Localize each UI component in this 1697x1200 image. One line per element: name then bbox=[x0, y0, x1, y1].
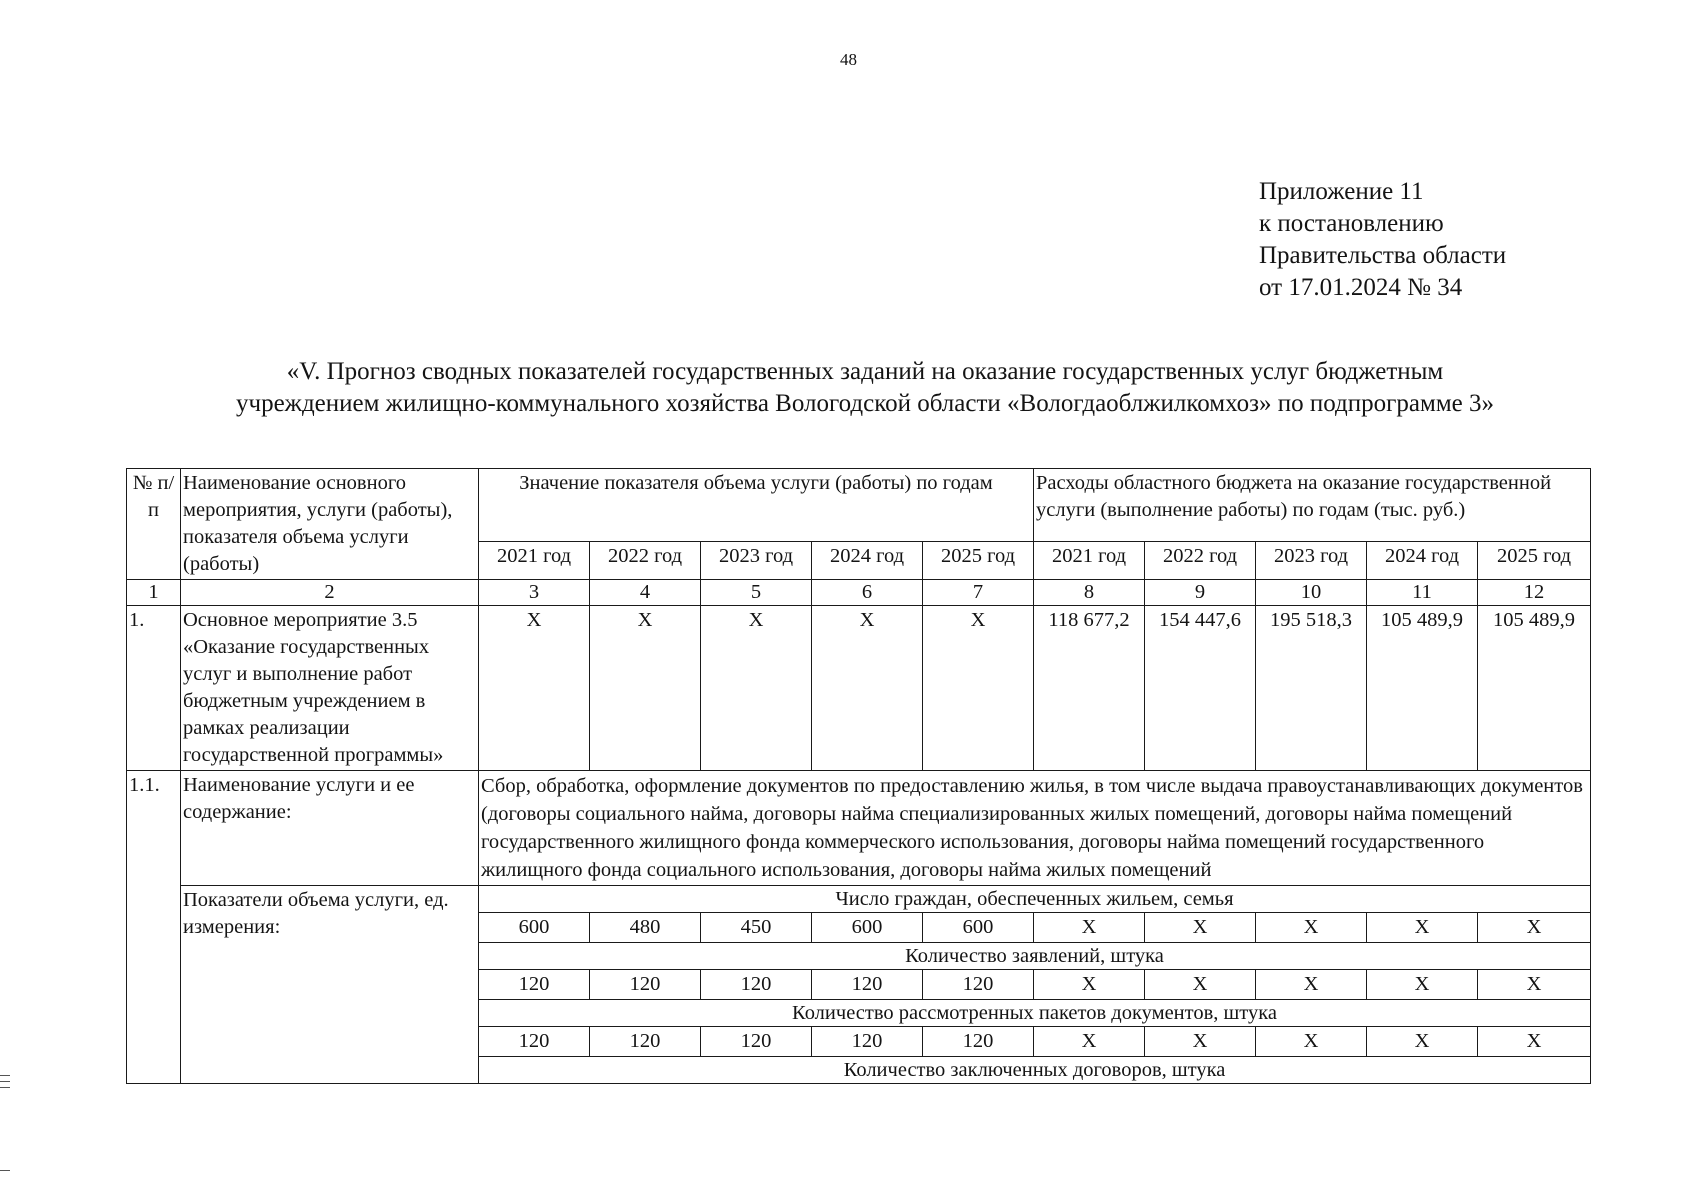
row-num: 1.1. bbox=[127, 771, 181, 1084]
volume-value: X bbox=[923, 606, 1034, 771]
appendix-line-2: к постановлению bbox=[1259, 210, 1444, 237]
year-cell: 2021 год bbox=[479, 541, 590, 579]
column-number: 8 bbox=[1034, 580, 1145, 606]
indicator-title-row bbox=[127, 886, 1591, 913]
expense-value: 154 447,6 bbox=[1145, 606, 1256, 771]
header-expense-group: Расходы областного бюджета на оказание государственной услуги (выполнение работы) по годам (тыс. руб.) bbox=[1034, 469, 1591, 542]
expense-value: 105 489,9 bbox=[1367, 606, 1478, 771]
column-number: 11 bbox=[1367, 580, 1478, 606]
indicator-value: X bbox=[1145, 1027, 1256, 1057]
header-name: Наименование основного мероприятия, услуги (работы), показателя объема услуги (работы) bbox=[181, 469, 479, 580]
volume-value: X bbox=[701, 606, 812, 771]
appendix-line-1: Приложение 11 bbox=[1259, 178, 1424, 205]
column-number: 4 bbox=[590, 580, 701, 606]
indicator-value: X bbox=[1256, 1027, 1367, 1057]
indicator-value: 450 bbox=[701, 913, 812, 943]
indicator-value: X bbox=[1145, 970, 1256, 1000]
appendix-line-3: Правительства области bbox=[1259, 242, 1507, 269]
year-cell: 2022 год bbox=[1145, 541, 1256, 579]
expense-value: 118 677,2 bbox=[1034, 606, 1145, 771]
indicator-value: 120 bbox=[923, 1027, 1034, 1057]
row-num: 1. bbox=[127, 606, 181, 771]
indicator-value: X bbox=[1367, 970, 1478, 1000]
service-description: Сбор, обработка, оформление документов по предоставлению жилья, в том числе выдача правоустанавливающих документов (договоры социального найма, договоры найма специализированных жилых помещений, договоры найма помещений государственного жилищного фонда коммерческого использования, договоры найма помещений государственного жилищного фонда социального использования, договоры найма жилых помещений bbox=[479, 771, 1591, 886]
column-number: 7 bbox=[923, 580, 1034, 606]
document-title bbox=[120, 356, 1610, 420]
column-number: 3 bbox=[479, 580, 590, 606]
header-num: № п/п bbox=[127, 469, 181, 580]
indicator-value: X bbox=[1034, 1027, 1145, 1057]
indicator-value: X bbox=[1034, 913, 1145, 943]
column-number: 1 bbox=[127, 580, 181, 606]
margin-mark bbox=[0, 1081, 10, 1082]
volume-value: X bbox=[812, 606, 923, 771]
indicator-value: X bbox=[1256, 970, 1367, 1000]
table-header-row bbox=[127, 469, 1591, 542]
table-row-main-activity bbox=[127, 606, 1591, 771]
indicators-label: Показатели объема услуги, ед. измерения: bbox=[181, 886, 479, 1084]
expense-value: 105 489,9 bbox=[1478, 606, 1591, 771]
indicator-title: Число граждан, обеспеченных жильем, семья bbox=[479, 886, 1591, 913]
indicator-value: 120 bbox=[590, 1027, 701, 1057]
column-number: 2 bbox=[181, 580, 479, 606]
indicator-value: X bbox=[1367, 913, 1478, 943]
indicator-value: 120 bbox=[479, 970, 590, 1000]
indicator-title: Количество заключенных договоров, штука bbox=[479, 1057, 1591, 1084]
indicator-value: X bbox=[1478, 1027, 1591, 1057]
indicator-value: 600 bbox=[923, 913, 1034, 943]
indicator-value: X bbox=[1034, 970, 1145, 1000]
title-line-2: учреждением жилищно-коммунального хозяйства Вологодской области «Вологдаоблжилкомхоз» по подпрограмме 3» bbox=[236, 390, 1494, 417]
column-number: 6 bbox=[812, 580, 923, 606]
service-label: Наименование услуги и ее содержание: bbox=[181, 771, 479, 886]
year-cell: 2023 год bbox=[1256, 541, 1367, 579]
indicator-title: Количество рассмотренных пакетов документов, штука bbox=[479, 1000, 1591, 1027]
appendix-block bbox=[1259, 176, 1506, 304]
year-cell: 2025 год bbox=[923, 541, 1034, 579]
indicator-title: Количество заявлений, штука bbox=[479, 943, 1591, 970]
header-volume-group: Значение показателя объема услуги (работы) по годам bbox=[479, 469, 1034, 542]
margin-mark bbox=[0, 1087, 10, 1088]
indicator-value: 600 bbox=[479, 913, 590, 943]
indicator-value: X bbox=[1367, 1027, 1478, 1057]
column-number: 5 bbox=[701, 580, 812, 606]
volume-value: X bbox=[590, 606, 701, 771]
indicator-value: 120 bbox=[812, 970, 923, 1000]
expense-value: 195 518,3 bbox=[1256, 606, 1367, 771]
volume-value: X bbox=[479, 606, 590, 771]
indicator-value: 120 bbox=[701, 1027, 812, 1057]
year-cell: 2023 год bbox=[701, 541, 812, 579]
indicator-value: X bbox=[1256, 913, 1367, 943]
year-cell: 2025 год bbox=[1478, 541, 1591, 579]
indicator-value: 120 bbox=[590, 970, 701, 1000]
indicator-value: X bbox=[1478, 970, 1591, 1000]
column-number: 10 bbox=[1256, 580, 1367, 606]
indicator-value: 480 bbox=[590, 913, 701, 943]
indicator-value: 120 bbox=[479, 1027, 590, 1057]
row-name: Основное мероприятие 3.5 «Оказание государственных услуг и выполнение работ бюджетным учреждением в рамках реализации государственной программы» bbox=[181, 606, 479, 771]
indicator-value: 120 bbox=[923, 970, 1034, 1000]
margin-mark bbox=[0, 1170, 10, 1171]
column-number: 12 bbox=[1478, 580, 1591, 606]
indicator-value: X bbox=[1145, 913, 1256, 943]
year-cell: 2021 год bbox=[1034, 541, 1145, 579]
page-number: 48 bbox=[840, 50, 857, 69]
year-cell: 2022 год bbox=[590, 541, 701, 579]
indicator-value: 120 bbox=[701, 970, 812, 1000]
forecast-table bbox=[126, 468, 1591, 1084]
indicator-value: 600 bbox=[812, 913, 923, 943]
margin-mark bbox=[0, 1075, 10, 1076]
column-numbers-row bbox=[127, 580, 1591, 606]
year-cell: 2024 год bbox=[812, 541, 923, 579]
indicator-value: X bbox=[1478, 913, 1591, 943]
table-row-service bbox=[127, 771, 1591, 886]
title-line-1: «V. Прогноз сводных показателей государственных заданий на оказание государственных услуг бюджетным bbox=[286, 358, 1444, 385]
column-number: 9 bbox=[1145, 580, 1256, 606]
appendix-line-4: от 17.01.2024 № 34 bbox=[1259, 274, 1463, 301]
year-cell: 2024 год bbox=[1367, 541, 1478, 579]
indicator-value: 120 bbox=[812, 1027, 923, 1057]
